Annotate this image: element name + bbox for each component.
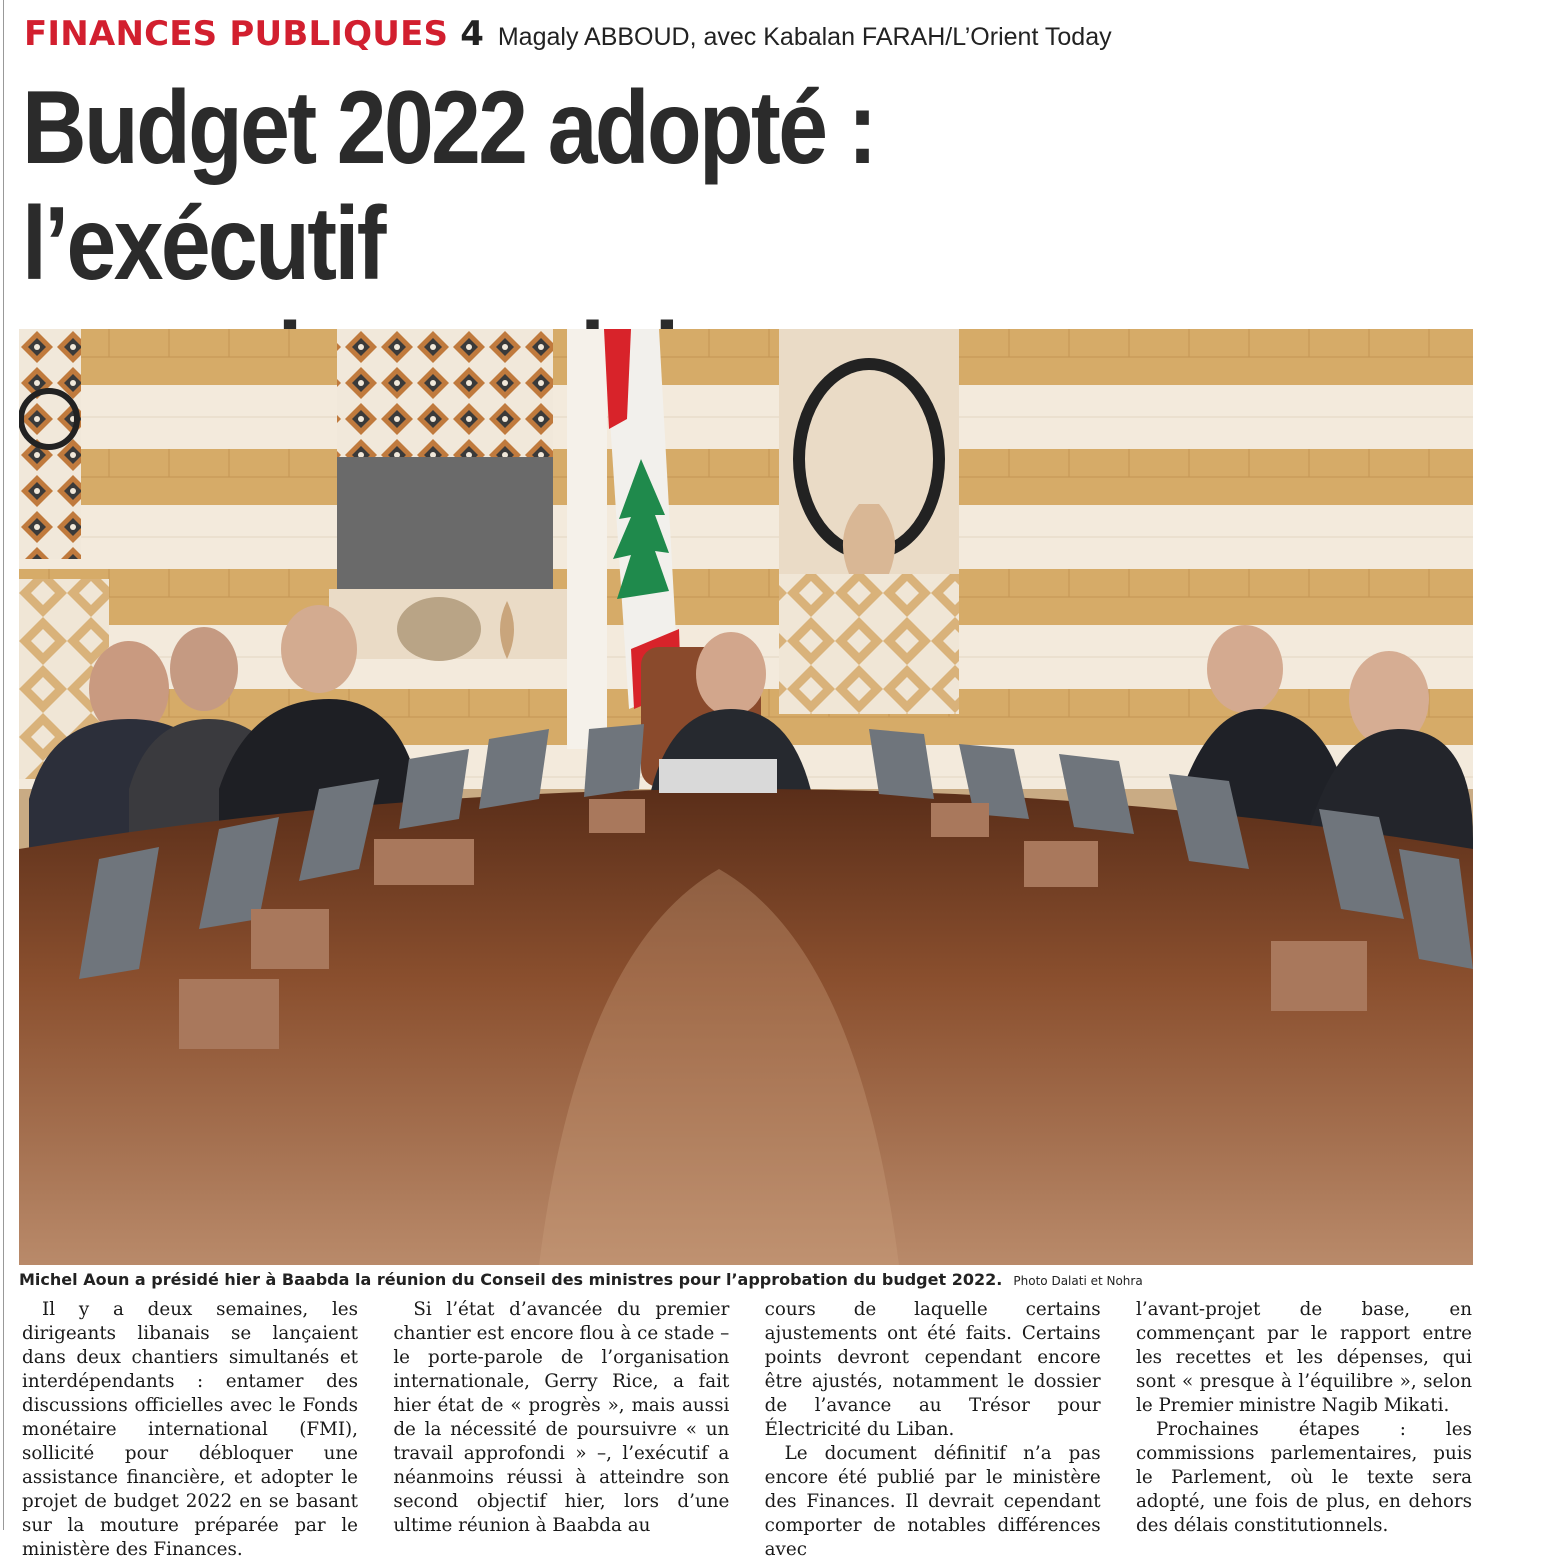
alcove-tiles [779,574,959,714]
article-column-4 [1135,1298,1472,1536]
paragraph: Il y a deux semaines, les dirigeants libanais se lançaient dans deux chantiers simultanés et interdépendants : entamer des discussions officielles avec le Fonds monétaire international (FMI), sollicité pour débloquer une assistance financière, et adopter le projet de budget 2022 en se basant sur la mouture préparée par le ministère des Finances. [22,1299,358,1560]
article-column-2 [393,1298,730,1536]
wall-niche [337,457,553,589]
caption-text: Michel Aoun a présidé hier à Baabda la réunion du Conseil des ministres pour l’approbation du budget 2022. [19,1270,1003,1289]
paragraph: l’avant-projet de base, en commençant par le rapport entre les recettes et les dépenses, qui sont « presque à l’équilibre », selon le Premier ministre Nagib Mikati. [1135,1299,1472,1416]
paragraph: Le document définitif n’a pas encore été publié par le ministère des Finances. Il devrait cependant comporter de notables différences avec [764,1443,1101,1560]
wall-mosaic-panel [337,329,553,457]
photo-illustration [19,329,1473,1265]
photo-caption [19,1270,1143,1289]
page-left-rule [3,0,4,1530]
section-rubric: FINANCES PUBLIQUES [24,14,449,54]
cabinet-meeting-photo [19,329,1473,1265]
article-column-1 [22,1298,358,1560]
article-body [22,1298,1472,1560]
photo-credit: Photo Dalati et Nohra [1013,1274,1143,1288]
article-kicker [24,14,1112,58]
paragraph: Prochaines étapes : les commissions parlementaires, puis le Parlement, où le texte sera adopté, une fois de plus, en dehors des délais constitutionnels. [1135,1419,1472,1536]
page-number: 4 [460,14,484,54]
headline-line-1: Budget 2022 adopté : l’exécutif [22,70,875,302]
decorative-plate [397,597,481,661]
article-column-3 [764,1298,1101,1560]
byline: Magaly ABBOUD, avec Kabalan FARAH/L’Orient Today [497,23,1112,51]
paragraph: Si l’état d’avancée du premier chantier est encore flou à ce stade – le porte-parole de l’organisation internationale, Gerry Rice, a fait hier état de « progrès », mais aussi de la nécessité de poursuivre « un travail approfondi » –, l’exécutif a néanmoins réussi à atteindre son second objectif hier, lors d’une ultime réunion à Baabda au [393,1299,730,1536]
white-column [567,329,607,749]
paragraph: cours de laquelle certains ajustements ont été faits. Certains points devront cependant encore être ajustés, notamment le dossier de l’avance au Trésor pour Électricité du Liban. [764,1299,1101,1440]
